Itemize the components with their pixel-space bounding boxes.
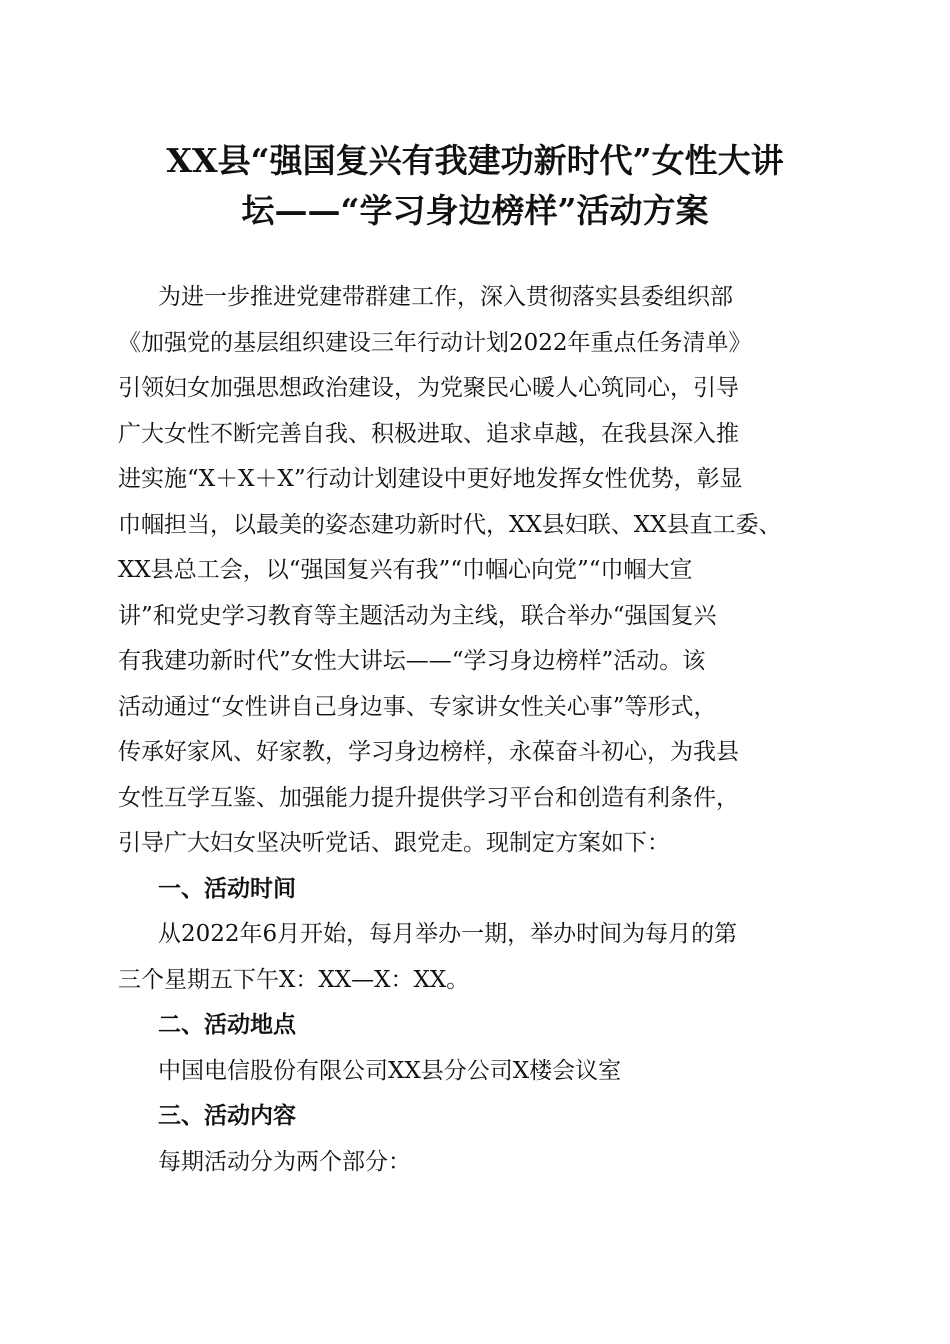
section-3-heading: 三、活动内容 [158, 1103, 296, 1129]
intro-line: 引导广大妇女坚决听党话、跟党走。现制定方案如下： [118, 830, 670, 856]
intro-line: 女性互学互鉴、加强能力提升提供学习平台和创造有利条件， [118, 784, 739, 811]
intro-line: 巾帼担当，以最美的姿态建功新时代，XX县妇联、XX县直工委、 [118, 511, 782, 538]
intro-line: XX县总工会，以“强国复兴有我”“巾帼心向党”“巾帼大宣 [118, 557, 693, 583]
intro-line: 为进一步推进党建带群建工作，深入贯彻落实县委组织部 [158, 284, 733, 310]
section-2-text: 中国电信股份有限公司XX县分公司X楼会议室 [158, 1057, 622, 1084]
section-1-paragraph [118, 912, 830, 1003]
document-body [118, 275, 830, 1185]
section-1-line: 三个星期五下午X：XX—X：XX。 [118, 966, 470, 993]
document-title [100, 136, 850, 236]
title-line-2: 坛——“学习身边榜样”活动方案 [241, 191, 709, 230]
intro-line: 广大女性不断完善自我、积极进取、追求卓越，在我县深入推 [118, 420, 739, 447]
intro-paragraph [118, 275, 830, 867]
intro-line: 引领妇女加强思想政治建设，为党聚民心暖人心筑同心，引导 [118, 375, 739, 401]
section-3-text: 每期活动分为两个部分： [158, 1148, 411, 1175]
intro-line: 《加强党的基层组织建设三年行动计划2022年重点任务清单》 [118, 329, 752, 356]
section-1-line: 从2022年6月开始，每月举办一期，举办时间为每月的第 [158, 921, 738, 947]
section-2-heading: 二、活动地点 [158, 1012, 296, 1038]
intro-line: 传承好家风、好家教，学习身边榜样，永葆奋斗初心，为我县 [118, 739, 739, 765]
section-1-heading: 一、活动时间 [158, 875, 296, 902]
title-line-1: XX县“强国复兴有我建功新时代”女性大讲 [166, 141, 784, 180]
intro-line: 讲”和党史学习教育等主题活动为主线，联合举办“强国复兴 [118, 602, 717, 629]
intro-line: 有我建功新时代”女性大讲坛——“学习身边榜样”活动。该 [118, 648, 706, 674]
intro-line: 活动通过“女性讲自己身边事、专家讲女性关心事”等形式， [118, 693, 717, 720]
intro-line: 进实施“X＋X＋X”行动计划建设中更好地发挥女性优势，彰显 [118, 466, 743, 492]
